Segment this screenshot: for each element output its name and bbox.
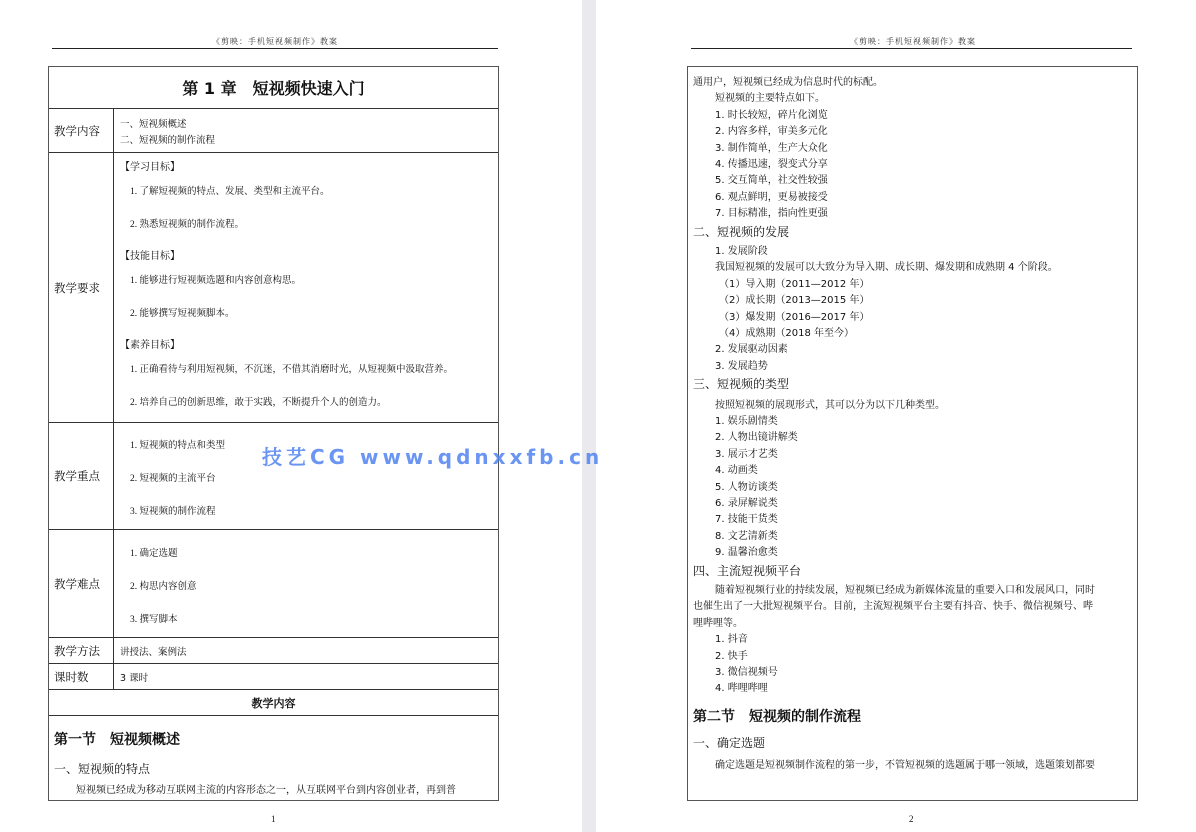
list-item: 3. 展示才艺类 <box>715 448 778 460</box>
list-item: 1. 时长较短，碎片化浏览 <box>715 109 828 121</box>
paragraph: 确定选题是短视频制作流程的第一步，不管短视频的选题属于哪一领域，选题策划都要 <box>715 759 1095 771</box>
list-item: （2）成长期（2013—2015 年） <box>719 295 870 307</box>
method-value: 讲授法、案例法 <box>120 646 187 658</box>
paragraph: 按照短视频的展现形式，其可以分为以下几种类型。 <box>715 399 945 411</box>
paragraph: 通用户，短视频已经成为信息时代的标配。 <box>693 77 883 88</box>
row-content <box>49 109 498 153</box>
paragraph: 随着短视频行业的持续发展，短视频已经成为新媒体流量的重要入口和发展风口，同时 <box>715 585 1095 596</box>
list-item: 2. 快手 <box>715 650 748 662</box>
row-label: 教学方法 <box>49 638 114 663</box>
page-header: 《剪映：手机短视频制作》教案 <box>850 37 976 46</box>
chapter-title: 第 1 章 短视频快速入门 <box>49 67 498 109</box>
paragraph-line: 哩哔哩等。 <box>693 617 743 629</box>
paragraph: 短视频的主要特点如下。 <box>715 93 825 105</box>
difficulty-item: 2. 构思内容创意 <box>130 582 197 592</box>
lesson-plan-table <box>48 66 499 801</box>
row-label: 教学重点 <box>49 423 114 529</box>
list-item: 4. 哔哩哔哩 <box>715 683 768 695</box>
subsection-title: 一、确定选题 <box>693 735 766 750</box>
page-number: 1 <box>271 814 276 824</box>
goal-item: 1. 了解短视频的特点、发展、类型和主流平台。 <box>130 187 330 197</box>
subsection-title: 四、主流短视频平台 <box>693 563 802 578</box>
goal-item: 2. 培养自己的创新思维，敢于实践，不断提升个人的创造力。 <box>130 398 387 408</box>
section-title: 第二节 短视频的制作流程 <box>693 708 861 725</box>
subsection-title: 一、短视频的特点 <box>54 762 151 776</box>
header-rule <box>52 48 498 49</box>
goal-title: 【学习目标】 <box>120 162 180 173</box>
paragraph: 短视频已经成为移动互联网主流的内容形态之一，从互联网平台到内容创业者，再到普 <box>76 785 456 796</box>
page-2 <box>596 0 1196 832</box>
key-item: 1. 短视频的特点和类型 <box>130 441 226 451</box>
content-header: 教学内容 <box>49 690 498 716</box>
list-item: 8. 文艺清新类 <box>715 530 778 542</box>
row-method <box>49 638 498 664</box>
difficulty-item: 1. 确定选题 <box>130 549 178 559</box>
content-item: 一、短视频概述 <box>120 119 187 130</box>
content-box <box>687 66 1138 801</box>
paragraph: 我国短视频的发展可以大致分为导入期、成长期、爆发期和成熟期 4 个阶段。 <box>715 262 1058 274</box>
page-number: 2 <box>909 814 914 824</box>
hours-value: 3 课时 <box>120 672 149 684</box>
row-label: 教学要求 <box>49 153 114 422</box>
section-title: 第一节 短视频概述 <box>54 732 180 748</box>
row-cell <box>114 423 498 529</box>
list-item: 1. 发展阶段 <box>715 246 768 257</box>
list-item: 3. 发展趋势 <box>715 360 768 372</box>
row-cell <box>114 530 498 637</box>
goal-item: 1. 能够进行短视频选题和内容创意构思。 <box>130 276 302 286</box>
header-rule <box>691 48 1132 49</box>
list-item: （3）爆发期（2016—2017 年） <box>719 311 870 323</box>
row-requirements <box>49 153 498 423</box>
row-key-points <box>49 423 498 530</box>
list-item: 7. 技能干货类 <box>715 514 778 526</box>
watermark: 技艺CG www.qdnxxfb.cn <box>262 445 604 469</box>
list-item: 5. 交互简单，社交性较强 <box>715 175 828 187</box>
paragraph-line: 也催生出了一大批短视频平台。目前，主流短视频平台主要有抖音、快手、微信视频号、哔 <box>693 601 1093 613</box>
goal-item: 2. 能够撰写短视频脚本。 <box>130 309 235 319</box>
row-cell <box>114 109 498 152</box>
difficulty-item: 3. 撰写脚本 <box>130 615 178 625</box>
page-1 <box>0 0 582 832</box>
goal-title: 【素养目标】 <box>120 340 180 351</box>
list-item: 4. 传播迅速，裂变式分享 <box>715 159 828 170</box>
list-item: 4. 动画类 <box>715 465 758 477</box>
list-item: 6. 录屏解说类 <box>715 498 778 509</box>
key-item: 3. 短视频的制作流程 <box>130 507 216 517</box>
list-item: 5. 人物访谈类 <box>715 481 778 493</box>
row-label: 课时数 <box>49 664 114 689</box>
subsection-title: 二、短视频的发展 <box>693 224 790 239</box>
list-item: 2. 内容多样，审美多元化 <box>715 126 828 138</box>
list-item: （4）成熟期（2018 年至今） <box>719 328 854 339</box>
key-item: 2. 短视频的主流平台 <box>130 474 216 484</box>
list-item: 7. 目标精准，指向性更强 <box>715 208 828 220</box>
row-hours <box>49 664 498 690</box>
list-item: 2. 人物出镜讲解类 <box>715 432 798 444</box>
goal-item: 1. 正确看待与利用短视频，不沉迷，不借其消磨时光，从短视频中汲取营养。 <box>130 365 454 375</box>
row-cell <box>114 153 498 422</box>
list-item: 9. 温馨治愈类 <box>715 547 778 559</box>
row-label: 教学难点 <box>49 530 114 637</box>
goal-title: 【技能目标】 <box>120 251 180 262</box>
subsection-title: 三、短视频的类型 <box>693 377 790 392</box>
row-label: 教学内容 <box>49 109 114 152</box>
list-item: 6. 观点鲜明，更易被接受 <box>715 191 828 203</box>
list-item: 3. 微信视频号 <box>715 667 778 678</box>
list-item: 2. 发展驱动因素 <box>715 344 788 356</box>
list-item: （1）导入期（2011—2012 年） <box>719 278 870 290</box>
list-item: 3. 制作简单，生产大众化 <box>715 142 828 154</box>
list-item: 1. 抖音 <box>715 634 748 646</box>
page-header: 《剪映：手机短视频制作》教案 <box>212 37 338 46</box>
row-difficulties <box>49 530 498 638</box>
goal-item: 2. 熟悉短视频的制作流程。 <box>130 220 245 230</box>
list-item: 1. 娱乐剧情类 <box>715 416 778 427</box>
content-item: 二、短视频的制作流程 <box>120 135 216 146</box>
